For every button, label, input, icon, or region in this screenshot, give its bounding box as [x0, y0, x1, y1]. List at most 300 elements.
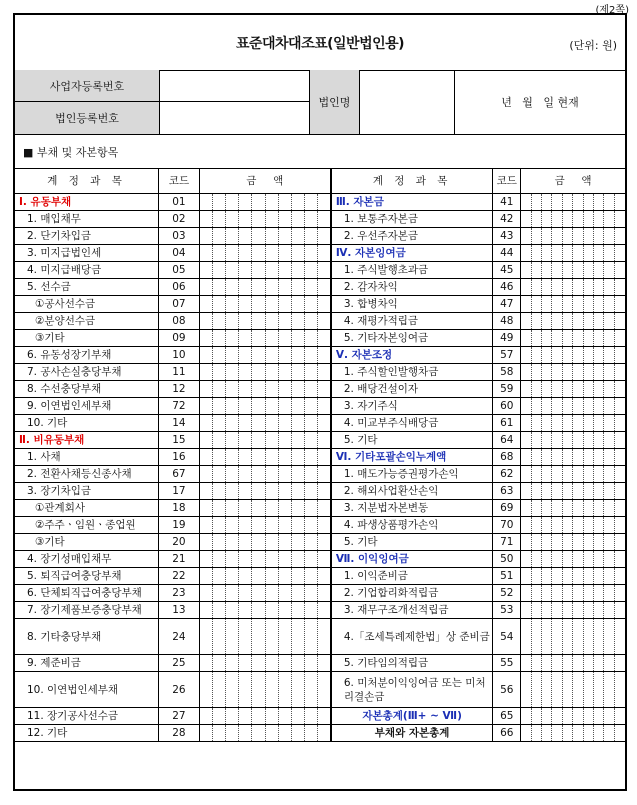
right-amount-digit[interactable]: [521, 398, 531, 415]
left-amount-digit[interactable]: [252, 449, 265, 466]
left-amount-digit[interactable]: [291, 449, 304, 466]
right-amount-digit[interactable]: [604, 655, 614, 672]
right-amount-digit[interactable]: [562, 313, 572, 330]
left-amount-digit[interactable]: [239, 381, 252, 398]
right-amount-digit[interactable]: [541, 672, 551, 708]
left-amount-digit[interactable]: [278, 725, 291, 742]
left-amount-digit[interactable]: [252, 415, 265, 432]
right-amount-digit[interactable]: [562, 330, 572, 347]
left-amount-digit[interactable]: [265, 534, 278, 551]
right-amount-digit[interactable]: [594, 534, 604, 551]
right-amount-digit[interactable]: [594, 551, 604, 568]
left-amount-digit[interactable]: [212, 483, 225, 500]
left-amount-digit[interactable]: [291, 725, 304, 742]
right-amount-digit[interactable]: [604, 708, 614, 725]
right-amount-digit[interactable]: [604, 415, 614, 432]
right-amount-digit[interactable]: [594, 619, 604, 655]
right-amount-digit[interactable]: [573, 534, 583, 551]
right-amount-digit[interactable]: [614, 296, 625, 313]
left-amount-digit[interactable]: [252, 483, 265, 500]
left-amount-digit[interactable]: [291, 500, 304, 517]
right-amount-digit[interactable]: [614, 449, 625, 466]
right-amount-digit[interactable]: [583, 381, 593, 398]
right-amount-digit[interactable]: [562, 602, 572, 619]
right-amount-digit[interactable]: [583, 415, 593, 432]
left-amount-digit[interactable]: [278, 619, 291, 655]
right-amount-digit[interactable]: [521, 602, 531, 619]
right-amount-digit[interactable]: [604, 619, 614, 655]
right-amount-digit[interactable]: [604, 466, 614, 483]
right-amount-digit[interactable]: [573, 364, 583, 381]
right-amount-digit[interactable]: [594, 330, 604, 347]
right-amount-digit[interactable]: [573, 194, 583, 211]
right-amount-digit[interactable]: [604, 330, 614, 347]
right-amount-digit[interactable]: [531, 585, 541, 602]
right-amount-digit[interactable]: [541, 725, 551, 742]
left-amount-digit[interactable]: [226, 672, 239, 708]
right-amount-digit[interactable]: [521, 725, 531, 742]
right-amount-digit[interactable]: [583, 313, 593, 330]
left-amount-digit[interactable]: [291, 296, 304, 313]
right-amount-digit[interactable]: [552, 449, 562, 466]
left-amount-digit[interactable]: [212, 708, 225, 725]
right-amount-digit[interactable]: [541, 194, 551, 211]
left-amount-digit[interactable]: [318, 347, 331, 364]
right-amount-digit[interactable]: [614, 228, 625, 245]
right-amount-digit[interactable]: [552, 381, 562, 398]
right-amount-digit[interactable]: [541, 483, 551, 500]
right-amount-digit[interactable]: [531, 725, 541, 742]
right-amount-digit[interactable]: [614, 655, 625, 672]
left-amount-digit[interactable]: [199, 296, 212, 313]
left-amount-digit[interactable]: [212, 228, 225, 245]
left-amount-digit[interactable]: [252, 500, 265, 517]
left-amount-digit[interactable]: [212, 381, 225, 398]
left-amount-digit[interactable]: [278, 398, 291, 415]
left-amount-digit[interactable]: [265, 296, 278, 313]
left-amount-digit[interactable]: [226, 398, 239, 415]
right-amount-digit[interactable]: [521, 568, 531, 585]
right-amount-digit[interactable]: [614, 466, 625, 483]
right-amount-digit[interactable]: [573, 245, 583, 262]
left-amount-digit[interactable]: [212, 517, 225, 534]
left-amount-digit[interactable]: [291, 398, 304, 415]
right-amount-digit[interactable]: [604, 517, 614, 534]
right-amount-digit[interactable]: [541, 415, 551, 432]
left-amount-digit[interactable]: [226, 228, 239, 245]
left-amount-digit[interactable]: [226, 415, 239, 432]
left-amount-digit[interactable]: [199, 500, 212, 517]
left-amount-digit[interactable]: [212, 655, 225, 672]
left-amount-digit[interactable]: [318, 330, 331, 347]
left-amount-digit[interactable]: [226, 262, 239, 279]
left-amount-digit[interactable]: [226, 483, 239, 500]
left-amount-digit[interactable]: [212, 585, 225, 602]
left-amount-digit[interactable]: [278, 602, 291, 619]
right-amount-digit[interactable]: [562, 517, 572, 534]
left-amount-digit[interactable]: [226, 708, 239, 725]
left-amount-digit[interactable]: [304, 585, 317, 602]
right-amount-digit[interactable]: [614, 551, 625, 568]
right-amount-digit[interactable]: [573, 347, 583, 364]
right-amount-digit[interactable]: [521, 347, 531, 364]
right-amount-digit[interactable]: [541, 228, 551, 245]
left-amount-digit[interactable]: [318, 279, 331, 296]
right-amount-digit[interactable]: [552, 415, 562, 432]
left-amount-digit[interactable]: [199, 313, 212, 330]
left-amount-digit[interactable]: [239, 585, 252, 602]
right-amount-digit[interactable]: [562, 619, 572, 655]
left-amount-digit[interactable]: [199, 483, 212, 500]
right-amount-digit[interactable]: [594, 483, 604, 500]
left-amount-digit[interactable]: [199, 725, 212, 742]
left-amount-digit[interactable]: [265, 313, 278, 330]
right-amount-digit[interactable]: [583, 500, 593, 517]
left-amount-digit[interactable]: [318, 483, 331, 500]
left-amount-digit[interactable]: [252, 279, 265, 296]
right-amount-digit[interactable]: [521, 279, 531, 296]
left-amount-digit[interactable]: [278, 279, 291, 296]
right-amount-digit[interactable]: [594, 398, 604, 415]
right-amount-digit[interactable]: [531, 483, 541, 500]
right-amount-digit[interactable]: [614, 194, 625, 211]
right-amount-digit[interactable]: [614, 483, 625, 500]
left-amount-digit[interactable]: [199, 568, 212, 585]
right-amount-digit[interactable]: [562, 655, 572, 672]
right-amount-digit[interactable]: [604, 568, 614, 585]
left-amount-digit[interactable]: [199, 381, 212, 398]
right-amount-digit[interactable]: [541, 500, 551, 517]
right-amount-digit[interactable]: [583, 672, 593, 708]
left-amount-digit[interactable]: [239, 725, 252, 742]
left-amount-digit[interactable]: [291, 602, 304, 619]
left-amount-digit[interactable]: [239, 672, 252, 708]
left-amount-digit[interactable]: [265, 483, 278, 500]
left-amount-digit[interactable]: [239, 534, 252, 551]
left-amount-digit[interactable]: [318, 568, 331, 585]
left-amount-digit[interactable]: [252, 381, 265, 398]
right-amount-digit[interactable]: [552, 245, 562, 262]
right-amount-digit[interactable]: [562, 500, 572, 517]
right-amount-digit[interactable]: [521, 194, 531, 211]
right-amount-digit[interactable]: [521, 262, 531, 279]
left-amount-digit[interactable]: [252, 708, 265, 725]
right-amount-digit[interactable]: [594, 347, 604, 364]
right-amount-digit[interactable]: [521, 551, 531, 568]
right-amount-digit[interactable]: [604, 398, 614, 415]
right-amount-digit[interactable]: [531, 211, 541, 228]
left-amount-digit[interactable]: [291, 194, 304, 211]
right-amount-digit[interactable]: [614, 279, 625, 296]
left-amount-digit[interactable]: [252, 432, 265, 449]
right-amount-digit[interactable]: [594, 194, 604, 211]
right-amount-digit[interactable]: [583, 568, 593, 585]
right-amount-digit[interactable]: [541, 313, 551, 330]
as-of-date[interactable]: 년 월 일 현재: [501, 96, 579, 109]
left-amount-digit[interactable]: [304, 398, 317, 415]
left-amount-digit[interactable]: [199, 330, 212, 347]
left-amount-digit[interactable]: [265, 398, 278, 415]
right-amount-digit[interactable]: [573, 655, 583, 672]
left-amount-digit[interactable]: [278, 194, 291, 211]
right-amount-digit[interactable]: [552, 194, 562, 211]
left-amount-digit[interactable]: [239, 262, 252, 279]
left-amount-digit[interactable]: [226, 725, 239, 742]
left-amount-digit[interactable]: [304, 296, 317, 313]
right-amount-digit[interactable]: [614, 313, 625, 330]
left-amount-digit[interactable]: [226, 245, 239, 262]
right-amount-digit[interactable]: [552, 364, 562, 381]
right-amount-digit[interactable]: [573, 585, 583, 602]
left-amount-digit[interactable]: [278, 245, 291, 262]
left-amount-digit[interactable]: [318, 655, 331, 672]
left-amount-digit[interactable]: [252, 568, 265, 585]
left-amount-digit[interactable]: [199, 364, 212, 381]
left-amount-digit[interactable]: [304, 245, 317, 262]
right-amount-digit[interactable]: [604, 432, 614, 449]
right-amount-digit[interactable]: [562, 245, 572, 262]
right-amount-digit[interactable]: [552, 672, 562, 708]
left-amount-digit[interactable]: [239, 296, 252, 313]
right-amount-digit[interactable]: [562, 483, 572, 500]
right-amount-digit[interactable]: [604, 381, 614, 398]
right-amount-digit[interactable]: [531, 347, 541, 364]
left-amount-digit[interactable]: [278, 466, 291, 483]
biz-reg-input[interactable]: [160, 70, 310, 102]
left-amount-digit[interactable]: [226, 585, 239, 602]
left-amount-digit[interactable]: [304, 279, 317, 296]
right-amount-digit[interactable]: [562, 585, 572, 602]
right-amount-digit[interactable]: [614, 725, 625, 742]
right-amount-digit[interactable]: [604, 500, 614, 517]
left-amount-digit[interactable]: [212, 432, 225, 449]
left-amount-digit[interactable]: [212, 619, 225, 655]
left-amount-digit[interactable]: [291, 347, 304, 364]
left-amount-digit[interactable]: [226, 211, 239, 228]
right-amount-digit[interactable]: [541, 381, 551, 398]
right-amount-digit[interactable]: [594, 262, 604, 279]
right-amount-digit[interactable]: [604, 449, 614, 466]
left-amount-digit[interactable]: [304, 211, 317, 228]
right-amount-digit[interactable]: [521, 534, 531, 551]
right-amount-digit[interactable]: [552, 313, 562, 330]
left-amount-digit[interactable]: [226, 534, 239, 551]
left-amount-digit[interactable]: [291, 313, 304, 330]
left-amount-digit[interactable]: [212, 398, 225, 415]
right-amount-digit[interactable]: [562, 381, 572, 398]
right-amount-digit[interactable]: [583, 585, 593, 602]
left-amount-digit[interactable]: [199, 211, 212, 228]
left-amount-digit[interactable]: [291, 279, 304, 296]
right-amount-digit[interactable]: [604, 194, 614, 211]
left-amount-digit[interactable]: [252, 398, 265, 415]
right-amount-digit[interactable]: [521, 672, 531, 708]
right-amount-digit[interactable]: [562, 672, 572, 708]
left-amount-digit[interactable]: [212, 602, 225, 619]
left-amount-digit[interactable]: [199, 585, 212, 602]
right-amount-digit[interactable]: [614, 211, 625, 228]
right-amount-digit[interactable]: [583, 655, 593, 672]
left-amount-digit[interactable]: [265, 194, 278, 211]
right-amount-digit[interactable]: [583, 551, 593, 568]
right-amount-digit[interactable]: [573, 296, 583, 313]
left-amount-digit[interactable]: [304, 500, 317, 517]
left-amount-digit[interactable]: [318, 534, 331, 551]
right-amount-digit[interactable]: [541, 466, 551, 483]
right-amount-digit[interactable]: [573, 483, 583, 500]
right-amount-digit[interactable]: [614, 245, 625, 262]
right-amount-digit[interactable]: [614, 398, 625, 415]
right-amount-digit[interactable]: [604, 296, 614, 313]
left-amount-digit[interactable]: [265, 279, 278, 296]
left-amount-digit[interactable]: [318, 432, 331, 449]
left-amount-digit[interactable]: [291, 517, 304, 534]
right-amount-digit[interactable]: [583, 398, 593, 415]
left-amount-digit[interactable]: [226, 347, 239, 364]
left-amount-digit[interactable]: [212, 551, 225, 568]
right-amount-digit[interactable]: [562, 296, 572, 313]
left-amount-digit[interactable]: [265, 262, 278, 279]
left-amount-digit[interactable]: [291, 708, 304, 725]
left-amount-digit[interactable]: [291, 245, 304, 262]
left-amount-digit[interactable]: [304, 672, 317, 708]
left-amount-digit[interactable]: [239, 449, 252, 466]
left-amount-digit[interactable]: [252, 194, 265, 211]
right-amount-digit[interactable]: [562, 415, 572, 432]
left-amount-digit[interactable]: [265, 330, 278, 347]
left-amount-digit[interactable]: [212, 313, 225, 330]
left-amount-digit[interactable]: [239, 415, 252, 432]
right-amount-digit[interactable]: [562, 534, 572, 551]
left-amount-digit[interactable]: [291, 585, 304, 602]
right-amount-digit[interactable]: [583, 228, 593, 245]
right-amount-digit[interactable]: [583, 262, 593, 279]
left-amount-digit[interactable]: [265, 672, 278, 708]
left-amount-digit[interactable]: [304, 655, 317, 672]
right-amount-digit[interactable]: [531, 245, 541, 262]
right-amount-digit[interactable]: [573, 619, 583, 655]
right-amount-digit[interactable]: [594, 364, 604, 381]
left-amount-digit[interactable]: [304, 602, 317, 619]
left-amount-digit[interactable]: [304, 725, 317, 742]
left-amount-digit[interactable]: [304, 551, 317, 568]
right-amount-digit[interactable]: [583, 330, 593, 347]
right-amount-digit[interactable]: [614, 381, 625, 398]
left-amount-digit[interactable]: [265, 568, 278, 585]
left-amount-digit[interactable]: [318, 602, 331, 619]
left-amount-digit[interactable]: [318, 211, 331, 228]
right-amount-digit[interactable]: [552, 708, 562, 725]
right-amount-digit[interactable]: [521, 500, 531, 517]
left-amount-digit[interactable]: [226, 381, 239, 398]
left-amount-digit[interactable]: [304, 228, 317, 245]
right-amount-digit[interactable]: [604, 483, 614, 500]
left-amount-digit[interactable]: [226, 551, 239, 568]
right-amount-digit[interactable]: [521, 585, 531, 602]
right-amount-digit[interactable]: [541, 432, 551, 449]
right-amount-digit[interactable]: [552, 296, 562, 313]
right-amount-digit[interactable]: [531, 551, 541, 568]
right-amount-digit[interactable]: [521, 483, 531, 500]
left-amount-digit[interactable]: [304, 330, 317, 347]
left-amount-digit[interactable]: [318, 708, 331, 725]
right-amount-digit[interactable]: [573, 449, 583, 466]
left-amount-digit[interactable]: [318, 381, 331, 398]
right-amount-digit[interactable]: [552, 432, 562, 449]
left-amount-digit[interactable]: [265, 466, 278, 483]
right-amount-digit[interactable]: [604, 245, 614, 262]
left-amount-digit[interactable]: [291, 551, 304, 568]
right-amount-digit[interactable]: [604, 585, 614, 602]
left-amount-digit[interactable]: [199, 602, 212, 619]
left-amount-digit[interactable]: [278, 655, 291, 672]
right-amount-digit[interactable]: [521, 517, 531, 534]
right-amount-digit[interactable]: [531, 415, 541, 432]
left-amount-digit[interactable]: [226, 194, 239, 211]
right-amount-digit[interactable]: [594, 381, 604, 398]
right-amount-digit[interactable]: [573, 672, 583, 708]
corp-name-input[interactable]: [360, 70, 455, 134]
left-amount-digit[interactable]: [265, 228, 278, 245]
right-amount-digit[interactable]: [573, 602, 583, 619]
right-amount-digit[interactable]: [594, 568, 604, 585]
right-amount-digit[interactable]: [573, 568, 583, 585]
left-amount-digit[interactable]: [199, 279, 212, 296]
corp-reg-input[interactable]: [160, 102, 310, 134]
right-amount-digit[interactable]: [583, 245, 593, 262]
right-amount-digit[interactable]: [552, 655, 562, 672]
right-amount-digit[interactable]: [552, 483, 562, 500]
left-amount-digit[interactable]: [278, 568, 291, 585]
right-amount-digit[interactable]: [541, 568, 551, 585]
left-amount-digit[interactable]: [212, 262, 225, 279]
right-amount-digit[interactable]: [552, 500, 562, 517]
right-amount-digit[interactable]: [562, 279, 572, 296]
right-amount-digit[interactable]: [521, 415, 531, 432]
left-amount-digit[interactable]: [278, 500, 291, 517]
left-amount-digit[interactable]: [239, 245, 252, 262]
right-amount-digit[interactable]: [552, 517, 562, 534]
right-amount-digit[interactable]: [562, 194, 572, 211]
left-amount-digit[interactable]: [291, 534, 304, 551]
right-amount-digit[interactable]: [614, 432, 625, 449]
left-amount-digit[interactable]: [239, 330, 252, 347]
left-amount-digit[interactable]: [199, 655, 212, 672]
right-amount-digit[interactable]: [562, 347, 572, 364]
left-amount-digit[interactable]: [212, 568, 225, 585]
left-amount-digit[interactable]: [265, 655, 278, 672]
left-amount-digit[interactable]: [318, 466, 331, 483]
right-amount-digit[interactable]: [531, 449, 541, 466]
left-amount-digit[interactable]: [304, 619, 317, 655]
right-amount-digit[interactable]: [562, 725, 572, 742]
right-amount-digit[interactable]: [541, 585, 551, 602]
right-amount-digit[interactable]: [583, 211, 593, 228]
left-amount-digit[interactable]: [304, 483, 317, 500]
right-amount-digit[interactable]: [583, 347, 593, 364]
right-amount-digit[interactable]: [594, 211, 604, 228]
left-amount-digit[interactable]: [226, 517, 239, 534]
right-amount-digit[interactable]: [541, 449, 551, 466]
right-amount-digit[interactable]: [531, 466, 541, 483]
left-amount-digit[interactable]: [278, 432, 291, 449]
left-amount-digit[interactable]: [226, 279, 239, 296]
left-amount-digit[interactable]: [278, 483, 291, 500]
right-amount-digit[interactable]: [552, 330, 562, 347]
right-amount-digit[interactable]: [531, 517, 541, 534]
left-amount-digit[interactable]: [226, 364, 239, 381]
right-amount-digit[interactable]: [594, 725, 604, 742]
